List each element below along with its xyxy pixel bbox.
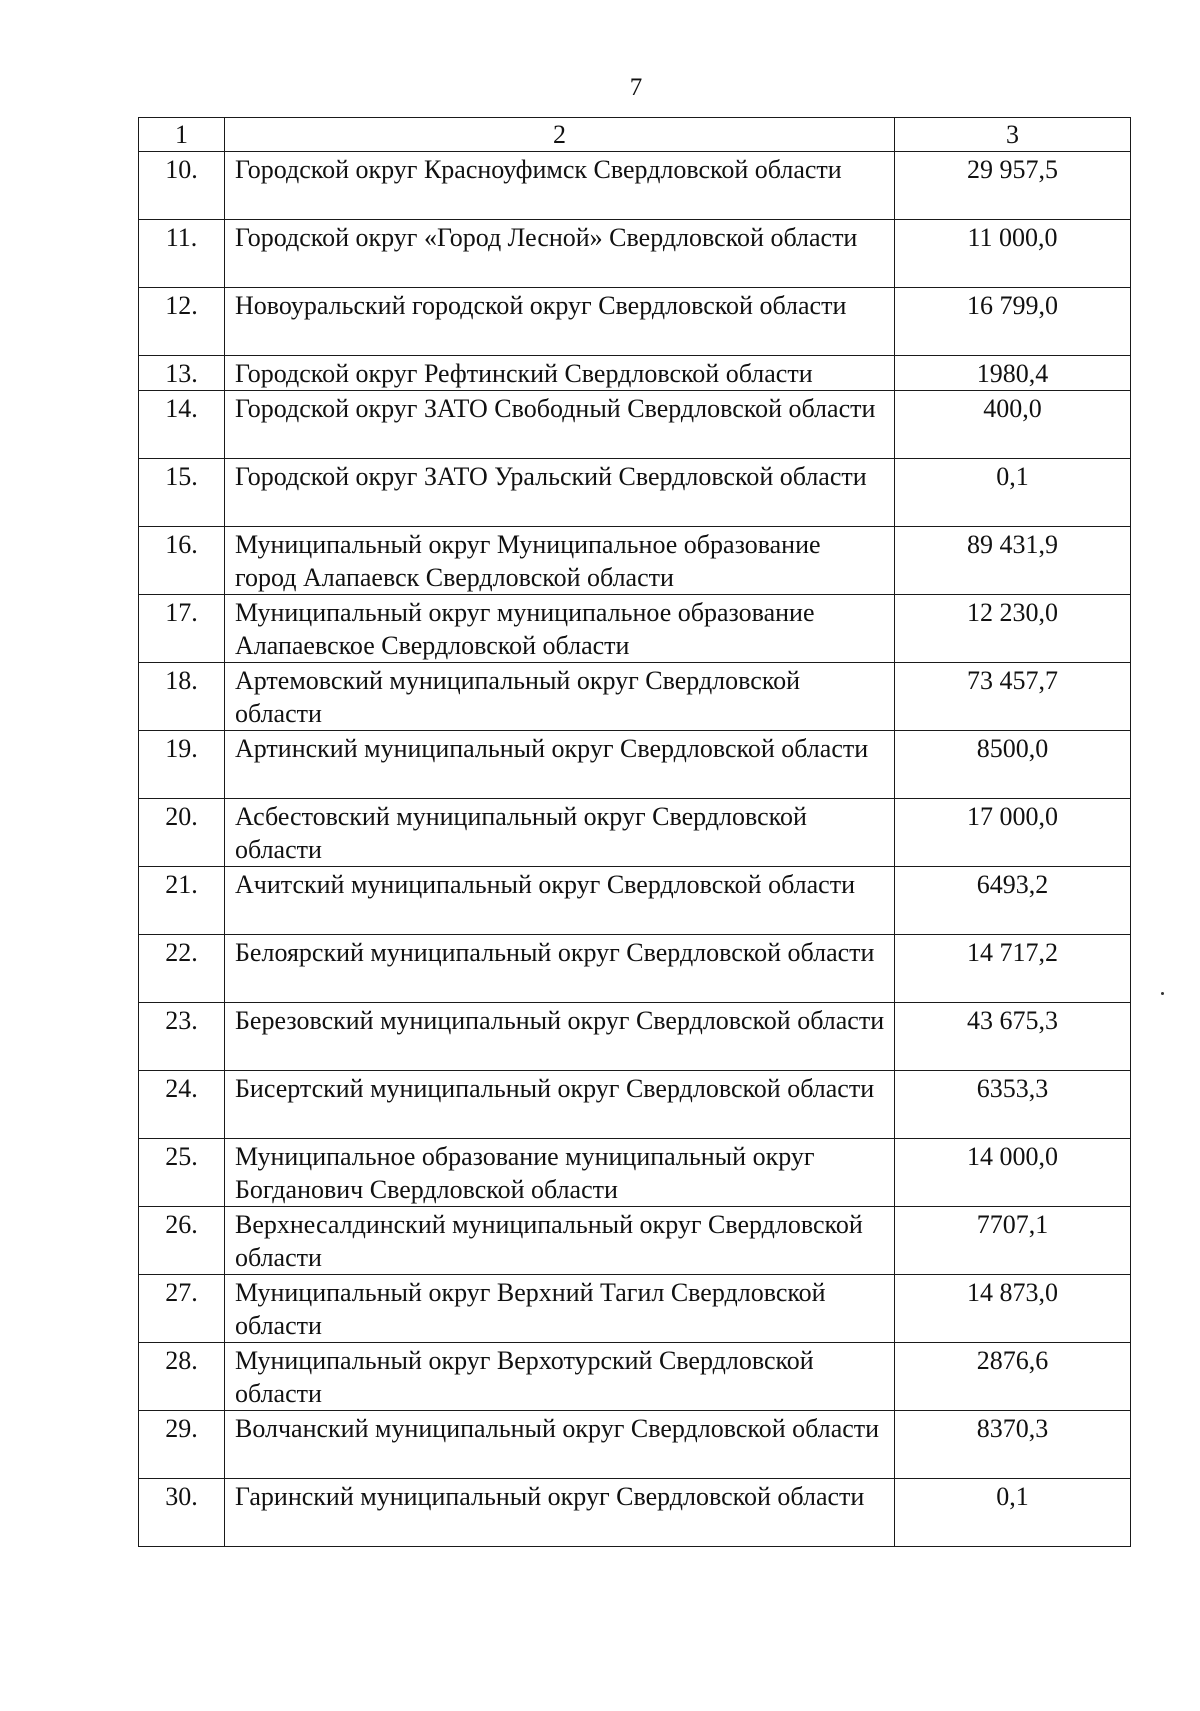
row-number: 20. xyxy=(139,799,225,867)
row-number: 12. xyxy=(139,288,225,356)
row-value: 73 457,7 xyxy=(895,663,1131,731)
row-number: 28. xyxy=(139,1343,225,1411)
row-value: 7707,1 xyxy=(895,1207,1131,1275)
row-name: Белоярский муниципальный округ Свердловской области xyxy=(225,935,895,1003)
table-row xyxy=(139,288,1131,356)
scan-speck xyxy=(1161,992,1164,995)
table-row xyxy=(139,1479,1131,1547)
row-name: Городской округ Рефтинский Свердловской области xyxy=(225,356,895,391)
row-name: Городской округ ЗАТО Свободный Свердловской области xyxy=(225,391,895,459)
table-row xyxy=(139,1139,1131,1207)
row-number: 18. xyxy=(139,663,225,731)
row-number: 14. xyxy=(139,391,225,459)
header-cell-name: 2 xyxy=(225,118,895,152)
row-name: Муниципальный округ Муниципальное образование город Алапаевск Свердловской области xyxy=(225,527,895,595)
row-name: Муниципальный округ муниципальное образование Алапаевское Свердловской области xyxy=(225,595,895,663)
row-number: 24. xyxy=(139,1071,225,1139)
row-number: 22. xyxy=(139,935,225,1003)
row-name: Волчанский муниципальный округ Свердловской области xyxy=(225,1411,895,1479)
row-name: Ачитский муниципальный округ Свердловской области xyxy=(225,867,895,935)
row-number: 30. xyxy=(139,1479,225,1547)
table-row xyxy=(139,1071,1131,1139)
table-row xyxy=(139,1003,1131,1071)
table-row xyxy=(139,527,1131,595)
table-row xyxy=(139,1275,1131,1343)
row-number: 13. xyxy=(139,356,225,391)
row-value: 2876,6 xyxy=(895,1343,1131,1411)
table-row xyxy=(139,356,1131,391)
row-number: 11. xyxy=(139,220,225,288)
row-number: 16. xyxy=(139,527,225,595)
row-value: 11 000,0 xyxy=(895,220,1131,288)
row-number: 25. xyxy=(139,1139,225,1207)
row-name: Бисертский муниципальный округ Свердловской области xyxy=(225,1071,895,1139)
row-number: 26. xyxy=(139,1207,225,1275)
row-value: 0,1 xyxy=(895,1479,1131,1547)
row-value: 14 717,2 xyxy=(895,935,1131,1003)
row-name: Городской округ Красноуфимск Свердловской области xyxy=(225,152,895,220)
page-number: 7 xyxy=(629,74,643,101)
table-row xyxy=(139,935,1131,1003)
row-name: Березовский муниципальный округ Свердловской области xyxy=(225,1003,895,1071)
row-value: 1980,4 xyxy=(895,356,1131,391)
row-value: 12 230,0 xyxy=(895,595,1131,663)
row-name: Артемовский муниципальный округ Свердловской области xyxy=(225,663,895,731)
table-header-row xyxy=(139,118,1131,152)
row-number: 21. xyxy=(139,867,225,935)
row-value: 8500,0 xyxy=(895,731,1131,799)
table-row xyxy=(139,731,1131,799)
row-number: 27. xyxy=(139,1275,225,1343)
row-name: Гаринский муниципальный округ Свердловской области xyxy=(225,1479,895,1547)
row-number: 15. xyxy=(139,459,225,527)
row-number: 17. xyxy=(139,595,225,663)
row-name: Новоуральский городской округ Свердловской области xyxy=(225,288,895,356)
row-value: 6493,2 xyxy=(895,867,1131,935)
row-value: 14 000,0 xyxy=(895,1139,1131,1207)
row-name: Асбестовский муниципальный округ Свердловской области xyxy=(225,799,895,867)
row-name: Городской округ «Город Лесной» Свердловской области xyxy=(225,220,895,288)
row-name: Муниципальный округ Верхний Тагил Свердловской области xyxy=(225,1275,895,1343)
table-row xyxy=(139,595,1131,663)
row-value: 29 957,5 xyxy=(895,152,1131,220)
row-name: Городской округ ЗАТО Уральский Свердловской области xyxy=(225,459,895,527)
header-cell-number: 1 xyxy=(139,118,225,152)
row-name: Артинский муниципальный округ Свердловской области xyxy=(225,731,895,799)
table-row xyxy=(139,152,1131,220)
row-value: 8370,3 xyxy=(895,1411,1131,1479)
row-number: 23. xyxy=(139,1003,225,1071)
table-row xyxy=(139,1411,1131,1479)
table-row xyxy=(139,220,1131,288)
table-row xyxy=(139,459,1131,527)
row-value: 43 675,3 xyxy=(895,1003,1131,1071)
table-row xyxy=(139,1343,1131,1411)
row-number: 19. xyxy=(139,731,225,799)
row-number: 10. xyxy=(139,152,225,220)
row-number: 29. xyxy=(139,1411,225,1479)
table-row xyxy=(139,867,1131,935)
table-row xyxy=(139,1207,1131,1275)
table-row xyxy=(139,391,1131,459)
header-cell-value: 3 xyxy=(895,118,1131,152)
row-value: 89 431,9 xyxy=(895,527,1131,595)
row-value: 14 873,0 xyxy=(895,1275,1131,1343)
row-name: Верхнесалдинский муниципальный округ Свердловской области xyxy=(225,1207,895,1275)
row-value: 16 799,0 xyxy=(895,288,1131,356)
row-value: 0,1 xyxy=(895,459,1131,527)
row-name: Муниципальный округ Верхотурский Свердловской области xyxy=(225,1343,895,1411)
table-row xyxy=(139,799,1131,867)
allocation-table xyxy=(138,117,1131,1547)
row-value: 6353,3 xyxy=(895,1071,1131,1139)
row-value: 17 000,0 xyxy=(895,799,1131,867)
table-row xyxy=(139,663,1131,731)
row-value: 400,0 xyxy=(895,391,1131,459)
row-name: Муниципальное образование муниципальный округ Богданович Свердловской области xyxy=(225,1139,895,1207)
